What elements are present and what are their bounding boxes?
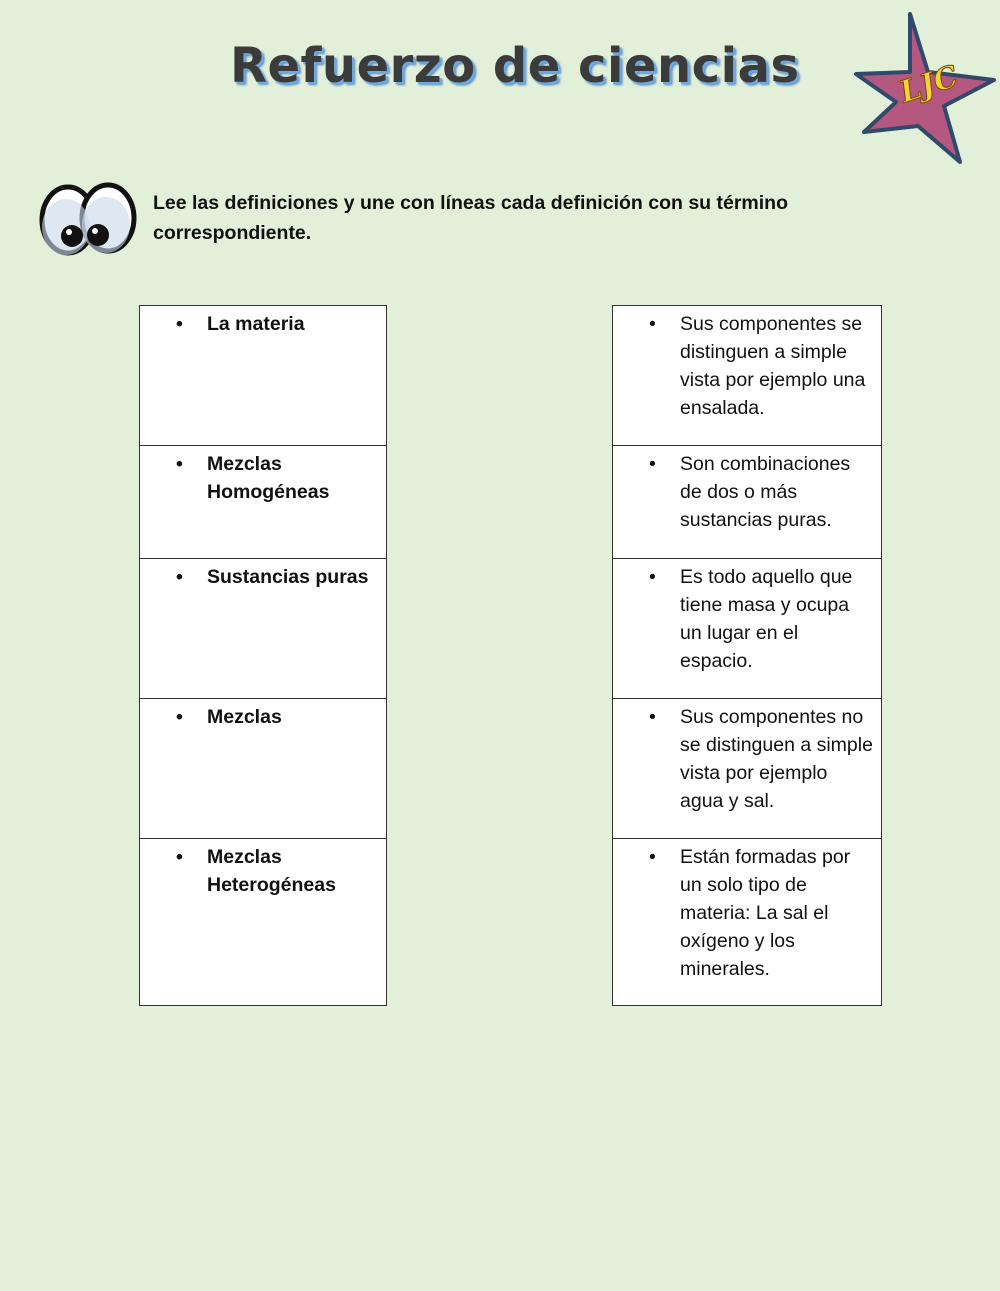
definition-cell[interactable] xyxy=(613,446,881,559)
term-cell[interactable] xyxy=(140,559,386,699)
bullet: • xyxy=(176,313,183,335)
term-label: Mezclas xyxy=(207,706,282,728)
bullet: • xyxy=(649,313,656,335)
term-cell[interactable] xyxy=(140,306,386,446)
term-label: Mezclas Heterogéneas xyxy=(207,846,336,896)
definition-text: Están formadas por un solo tipo de materia: La sal el oxígeno y los minerales. xyxy=(680,846,851,980)
definitions-column xyxy=(612,305,882,1006)
terms-column xyxy=(139,305,387,1006)
page-title: Refuerzo de ciencias xyxy=(230,38,800,94)
bullet: • xyxy=(649,846,656,868)
definition-text: Es todo aquello que tiene masa y ocupa un lugar en el espacio. xyxy=(680,566,853,672)
definition-cell[interactable] xyxy=(613,306,881,446)
bullet: • xyxy=(649,706,656,728)
definition-text: Sus componentes se distinguen a simple vista por ejemplo una ensalada. xyxy=(680,313,866,419)
cartoon-eyes-icon xyxy=(38,180,140,258)
star-icon xyxy=(848,6,1000,166)
bullet: • xyxy=(649,566,656,588)
instructions-text: Lee las definiciones y une con líneas cada definición con su término correspondiente. xyxy=(153,192,788,244)
term-cell[interactable] xyxy=(140,446,386,559)
bullet: • xyxy=(176,566,183,588)
logo-text: LJC xyxy=(895,58,963,111)
definition-text: Sus componentes no se distinguen a simple vista por ejemplo agua y sal. xyxy=(680,706,873,812)
bullet: • xyxy=(176,706,183,728)
bullet: • xyxy=(649,453,656,475)
definition-text: Son combinaciones de dos o más sustancias puras. xyxy=(680,453,851,531)
term-label: Mezclas Homogéneas xyxy=(207,453,330,503)
term-label: La materia xyxy=(207,313,305,335)
definition-cell[interactable] xyxy=(613,559,881,699)
term-label: Sustancias puras xyxy=(207,566,369,588)
definition-cell[interactable] xyxy=(613,839,881,1005)
definition-cell[interactable] xyxy=(613,699,881,839)
term-cell[interactable] xyxy=(140,839,386,1005)
term-cell[interactable] xyxy=(140,699,386,839)
bullet: • xyxy=(176,453,183,475)
bullet: • xyxy=(176,846,183,868)
